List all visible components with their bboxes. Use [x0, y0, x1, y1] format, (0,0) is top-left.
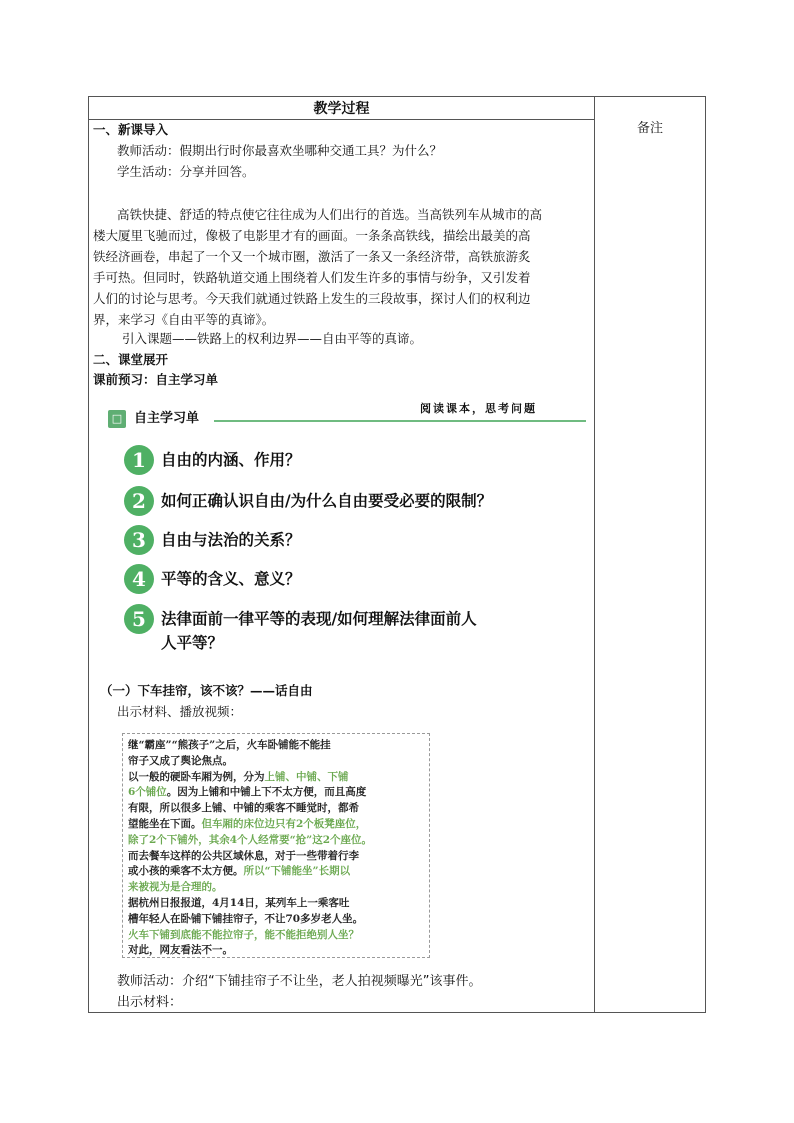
material-line: 或小孩的乘客不太方便。所以“下铺能坐”长期以 — [128, 865, 351, 878]
question-text: 平等的含义、意义？ — [161, 569, 301, 588]
preview-label: 课前预习：自主学习单 — [93, 372, 219, 387]
topic-line: 引入课题——铁路上的权利边界——自由平等的真谛。 — [122, 331, 423, 346]
material-line: 有限，所以很多上铺、中铺的乘客不睡觉时，都希 — [128, 802, 359, 815]
sheet-title: 自主学习单 — [134, 411, 200, 426]
section1-title: 一、新课导入 — [93, 122, 169, 137]
show-material-label: 出示材料、播放视频： — [117, 704, 243, 719]
question-number: 4 — [124, 564, 154, 594]
material-line: 继“霸座”“熊孩子”之后，火车卧铺能不能挂 — [128, 739, 331, 751]
material-line: 以一般的硬卧车厢为例，分为上铺、中铺、下铺 — [128, 770, 349, 783]
material-line: 6个铺位。因为上铺和中铺上下不太方便，而且高度 — [128, 786, 367, 799]
sheet-divider — [214, 420, 586, 422]
question-number: 3 — [124, 525, 154, 555]
intro-line: 界，来学习《自由平等的真谛》。 — [93, 312, 275, 327]
question-text: 自由与法治的关系？ — [161, 530, 301, 549]
intro-line: 手可热。但同时，铁路轨道交通上围绕着人们发生许多的事情与纷争，又引发着 — [93, 270, 531, 285]
material-line: 望能坐在下面。但车厢的床位边只有2个板凳座位， — [128, 818, 367, 830]
show-material-label-2: 出示材料： — [117, 995, 183, 1010]
teacher-activity: 教师活动：假期出行时你最喜欢坐哪种交通工具？为什么？ — [117, 143, 443, 158]
question-text: 如何正确认识自由/为什么自由要受必要的限制？ — [161, 491, 493, 510]
part1-title: （一）下车挂帘，该不该？——话自由 — [100, 683, 313, 698]
student-activity: 学生活动：分享并回答。 — [117, 164, 255, 179]
material-line: 来被视为是合理的。 — [128, 881, 223, 894]
material-line: 除了2个下铺外，其余4个人经常要“抢”这2个座位。 — [128, 833, 372, 846]
intro-line: 楼大厦里飞驰而过，像极了电影里才有的画面。一条条高铁线，描绘出最美的高 — [93, 228, 531, 243]
table-header: 教学过程 — [313, 101, 370, 117]
question-text-cont: 人平等？ — [161, 633, 224, 652]
intro-line: 铁经济画卷，串起了一个又一个城市圈，激活了一条又一条经济带，高铁旅游炙 — [93, 249, 531, 264]
question-number: 2 — [124, 486, 154, 516]
material-line: 槽年轻人在卧铺下铺挂帘子，不让70多岁老人坐。 — [128, 912, 364, 925]
material-line: 帘子又成了舆论焦点。 — [128, 754, 233, 767]
sheet-subtitle: 阅读课本，思考问题 — [420, 402, 537, 415]
material-line: 据杭州日报报道，4月14日，某列车上一乘客吐 — [128, 897, 350, 909]
intro-line: 人们的讨论与思考。今天我们就通过铁路上发生的三段故事，探讨人们的权利边 — [93, 291, 531, 306]
material-line: 火车下铺到底能不能拉帘子，能不能拒绝别人坐？ — [128, 928, 359, 941]
question-text: 法律面前一律平等的表现/如何理解法律面前人 — [161, 609, 477, 628]
teacher-activity-2: 教师活动：介绍“下铺挂帘子不让坐，老人拍视频曝光”该事件。 — [117, 974, 482, 989]
material-line: 而去餐车这样的公共区域休息，对于一些带着行李 — [128, 849, 359, 862]
question-text: 自由的内涵、作用？ — [161, 450, 301, 469]
intro-line: 高铁快捷、舒适的特点使它往往成为人们出行的首选。当高铁列车从城市的高 — [117, 207, 543, 222]
question-number: 1 — [124, 445, 154, 475]
question-number: 5 — [124, 604, 154, 634]
column-divider — [594, 97, 595, 1012]
section2-title: 二、课堂展开 — [93, 352, 169, 367]
material-line: 对此，网友看法不一。 — [128, 944, 233, 957]
chat-icon: □ — [108, 410, 126, 428]
notes-header: 备注 — [636, 121, 663, 136]
